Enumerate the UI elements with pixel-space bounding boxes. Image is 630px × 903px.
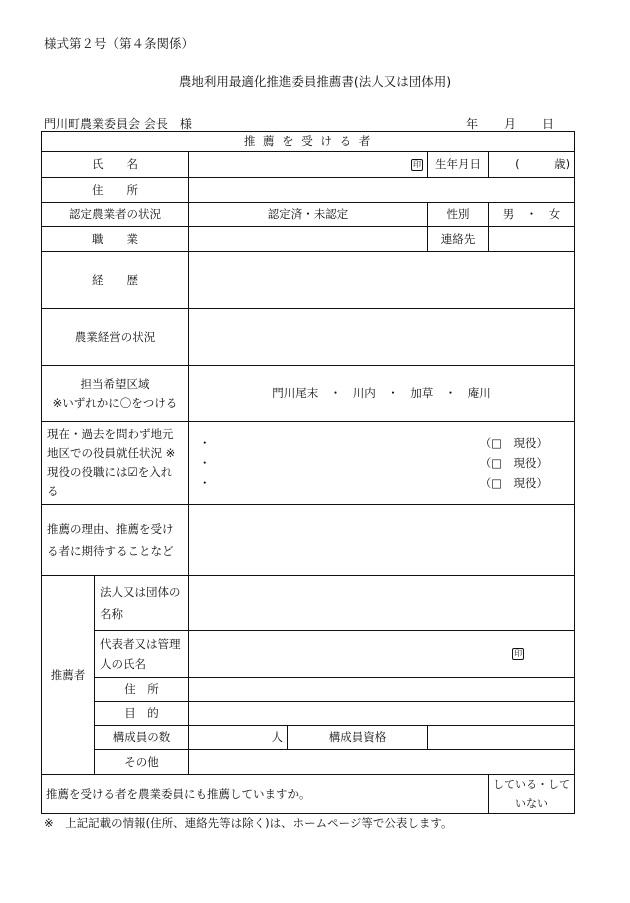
rep-label: 代表者又は管理人の氏名 <box>95 631 189 678</box>
role-current-checkbox[interactable]: （□ 現役） <box>479 476 549 490</box>
role-bullet: ・ <box>199 436 211 450</box>
seal-mark: 印 <box>413 159 421 169</box>
addressee: 門川町農業委員会 会長 様 <box>44 117 192 131</box>
age-text: ( 歳) <box>515 157 571 171</box>
members-field[interactable] <box>189 726 288 750</box>
rec-address-field[interactable] <box>189 678 575 702</box>
address-field[interactable] <box>189 178 575 203</box>
occupation-label: 職 業 <box>42 227 189 252</box>
recommender-label: 推薦者 <box>42 576 95 775</box>
date-line <box>466 115 554 132</box>
area-label-cell <box>42 366 189 422</box>
qualification-field[interactable] <box>428 726 575 750</box>
qualification-label: 構成員資格 <box>288 726 428 750</box>
rep-seal-mark: 印 <box>514 649 523 658</box>
certified-label: 認定農業者の状況 <box>42 203 189 227</box>
area-label: 担当希望区域 <box>80 376 150 391</box>
farm-status-field[interactable] <box>189 309 575 366</box>
role-bullet: ・ <box>199 456 211 470</box>
question-text: 推薦を受ける者を農業委員にも推薦していますか。 <box>42 775 489 814</box>
contact-label: 連絡先 <box>428 227 489 252</box>
org-name-field[interactable] <box>189 576 575 631</box>
footnote: ※ 上記記載の情報(住所、連絡先等は除く)は、ホームページ等で公表します。 <box>44 816 453 830</box>
area-note: ※いずれかに〇をつける <box>52 395 178 410</box>
birth-field[interactable] <box>489 152 575 178</box>
date-day: 日 <box>542 117 555 131</box>
date-year: 年 <box>466 117 479 131</box>
question-options[interactable]: している・していない <box>489 775 575 814</box>
rep-field[interactable] <box>189 631 575 678</box>
contact-field[interactable] <box>489 227 575 252</box>
name-label: 氏 名 <box>42 152 189 178</box>
career-label: 経 歴 <box>42 252 189 309</box>
career-field[interactable] <box>189 252 575 309</box>
members-unit: 人 <box>271 730 283 744</box>
date-month: 月 <box>504 117 517 131</box>
reason-label: 推薦の理由、推薦を受ける者に期待することなど <box>42 505 189 576</box>
recommendation-form-table <box>41 131 575 814</box>
nominee-section-heading: 推 薦 を 受 け る 者 <box>42 132 575 152</box>
form-number: 様式第２号（第４条関係） <box>44 36 195 51</box>
address-label: 住 所 <box>42 178 189 203</box>
birth-label: 生年月日 <box>428 152 489 178</box>
role-line[interactable] <box>193 453 570 473</box>
form-title: 農地利用最適化推進委員推薦書(法人又は団体用) <box>178 74 452 89</box>
occupation-field[interactable] <box>189 227 428 252</box>
members-label: 構成員の数 <box>95 726 189 750</box>
reason-field[interactable] <box>189 505 575 576</box>
purpose-field[interactable] <box>189 702 575 726</box>
roles-label: 現在・過去を問わず地元地区での役員就任状況 ※現役の役職には☑を入れる <box>42 422 189 505</box>
sex-label: 性別 <box>428 203 489 227</box>
area-options[interactable]: 門川尾末 ・ 川内 ・ 加草 ・ 庵川 <box>189 366 575 422</box>
org-name-label: 法人又は団体の名称 <box>95 576 189 631</box>
role-bullet: ・ <box>199 476 211 490</box>
role-current-checkbox[interactable]: （□ 現役） <box>479 436 549 450</box>
other-field[interactable] <box>189 750 575 775</box>
purpose-label: 目 的 <box>95 702 189 726</box>
role-line[interactable] <box>193 433 570 453</box>
roles-field[interactable] <box>189 422 575 505</box>
other-label: その他 <box>95 750 189 775</box>
farm-status-label: 農業経営の状況 <box>42 309 189 366</box>
name-field[interactable] <box>189 152 428 178</box>
certified-value[interactable]: 認定済・未認定 <box>189 203 428 227</box>
role-current-checkbox[interactable]: （□ 現役） <box>479 456 549 470</box>
role-line[interactable] <box>193 473 570 493</box>
rec-address-label: 住 所 <box>95 678 189 702</box>
sex-value[interactable]: 男 ・ 女 <box>489 203 575 227</box>
